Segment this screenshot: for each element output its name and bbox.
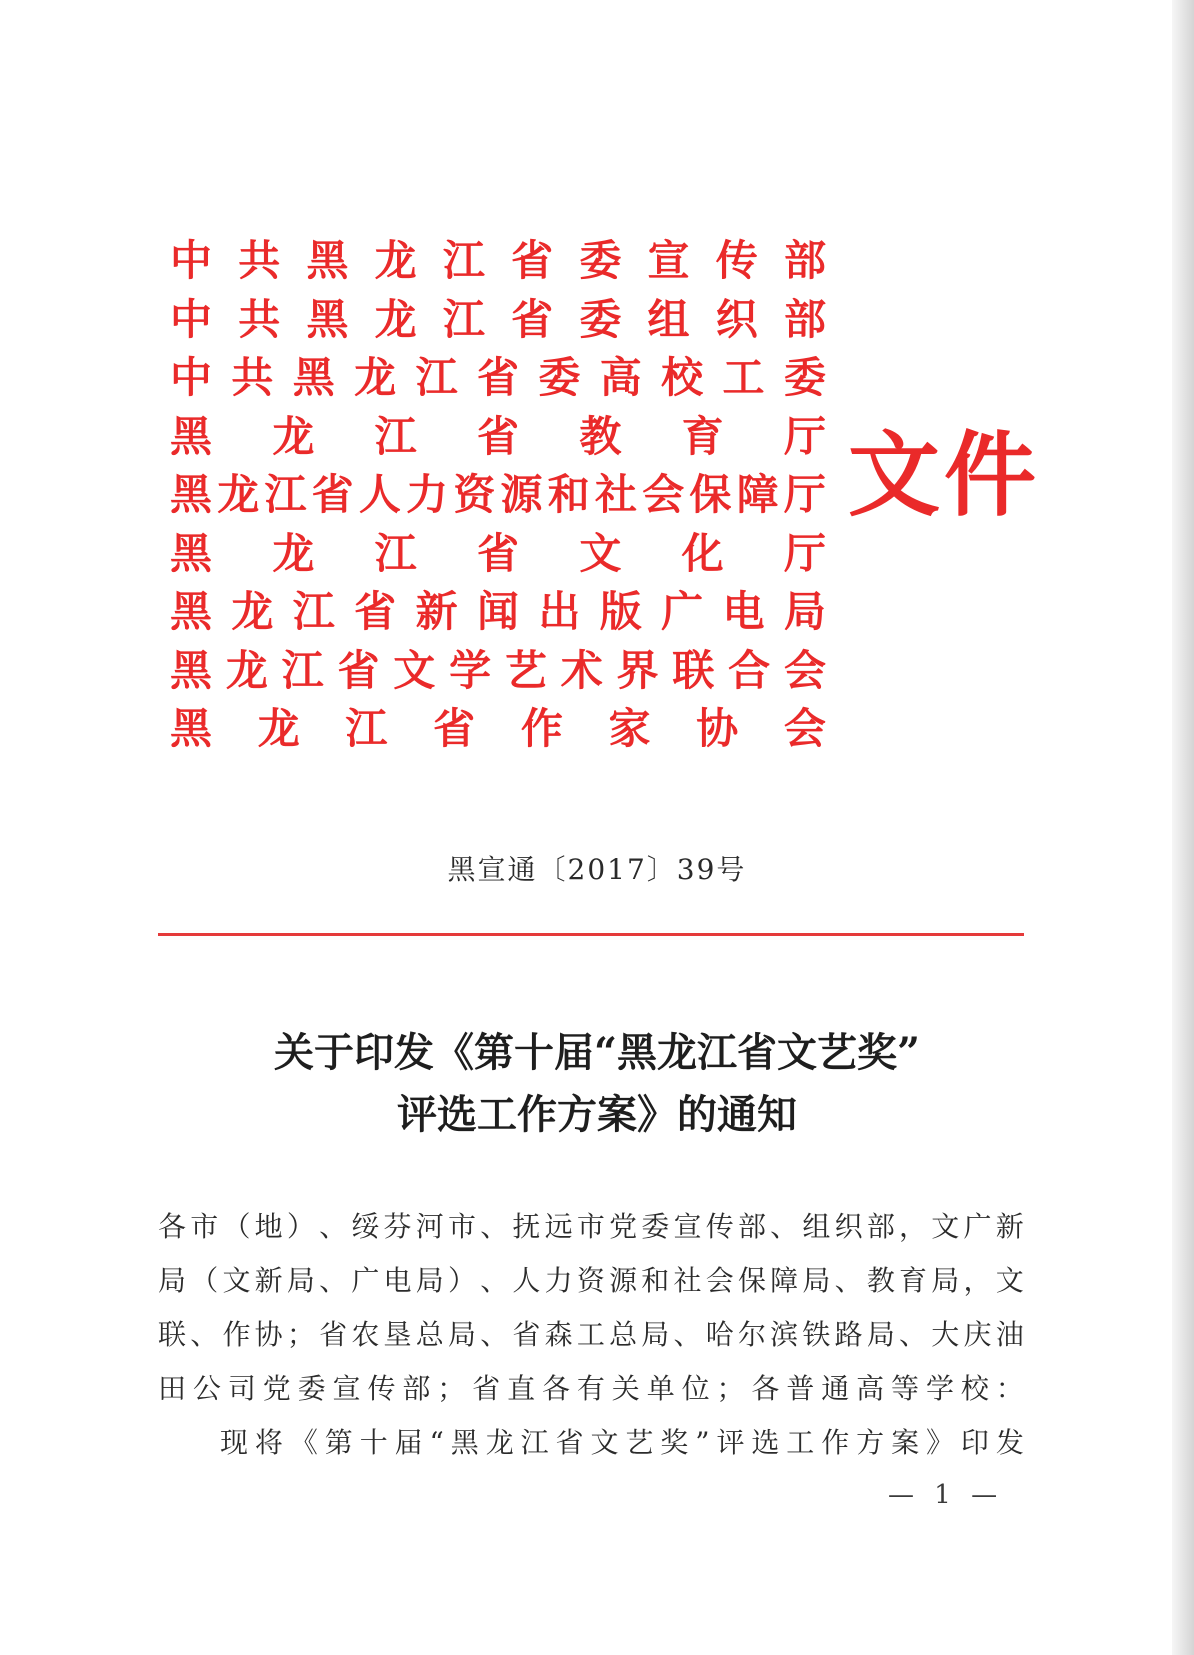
glyph: 局 — [866, 1318, 895, 1351]
glyph: 宣 — [647, 236, 690, 285]
glyph: 省 — [476, 353, 519, 402]
glyph: 文 — [222, 1264, 251, 1297]
glyph: 司 — [227, 1372, 256, 1405]
glyph: 现 — [220, 1426, 249, 1459]
glyph: 委 — [538, 353, 581, 402]
glyph: 、 — [319, 1264, 348, 1297]
glyph: 江 — [374, 528, 417, 578]
glyph: 厅 — [783, 470, 826, 519]
glyph: 市 — [447, 1210, 476, 1243]
glyph: 大 — [931, 1318, 960, 1351]
glyph: 作 — [520, 704, 563, 753]
glyph: 江 — [415, 353, 458, 402]
glyph: 工 — [722, 353, 765, 402]
glyph: 组 — [647, 294, 690, 344]
glyph: 公 — [192, 1372, 221, 1405]
glyph: 局 — [158, 1264, 187, 1297]
issuer-list — [170, 232, 826, 759]
glyph: 局 — [931, 1264, 960, 1297]
scan-edge-shadow — [1172, 0, 1194, 1655]
glyph: 术 — [560, 645, 603, 695]
glyph: 江 — [520, 1426, 549, 1459]
glyph: 省 — [511, 294, 554, 344]
glyph: （ — [222, 1210, 251, 1243]
glyph: 传 — [705, 1210, 734, 1243]
glyph: 、 — [190, 1318, 219, 1351]
glyph: 局 — [447, 1318, 476, 1351]
glyph: 工 — [576, 1318, 605, 1351]
glyph: 龙 — [272, 411, 315, 461]
notice-body — [158, 1200, 1024, 1470]
glyph: 黑 — [292, 353, 335, 402]
glyph: 芬 — [383, 1210, 412, 1243]
issuer-line — [170, 466, 826, 525]
glyph: 源 — [500, 470, 543, 519]
glyph: 艺 — [504, 645, 547, 695]
glyph: 省 — [319, 1318, 348, 1351]
glyph: ” — [695, 1426, 710, 1459]
glyph: 党 — [262, 1372, 291, 1405]
glyph: 龙 — [272, 528, 315, 578]
glyph: 选 — [751, 1426, 780, 1459]
glyph: 联 — [672, 645, 715, 695]
glyph: 龙 — [225, 645, 268, 695]
glyph: ； — [437, 1372, 466, 1405]
page-number: — 1 — — [888, 1480, 1004, 1510]
glyph: 文 — [995, 1264, 1024, 1297]
glyph: 黑 — [306, 294, 349, 344]
glyph: ； — [716, 1372, 745, 1405]
glyph: 会 — [705, 1264, 734, 1297]
glyph: 协 — [254, 1318, 283, 1351]
glyph: 会 — [642, 470, 685, 519]
glyph: 江 — [442, 294, 485, 344]
glyph: 省 — [476, 411, 519, 461]
glyph: 省 — [433, 704, 476, 753]
glyph: 力 — [406, 470, 449, 519]
glyph: 《 — [289, 1426, 318, 1459]
glyph: 保 — [689, 470, 732, 519]
glyph: 委 — [641, 1210, 670, 1243]
issuer-line — [170, 232, 826, 291]
glyph: 新 — [254, 1264, 283, 1297]
glyph: 文 — [931, 1210, 960, 1243]
issuer-line — [170, 583, 826, 642]
glyph: 文 — [590, 1426, 619, 1459]
glyph: 委 — [297, 1372, 326, 1405]
glyph: 路 — [834, 1318, 863, 1351]
glyph: 、 — [480, 1264, 509, 1297]
glyph: 界 — [616, 645, 659, 695]
glyph: 版 — [599, 587, 642, 636]
glyph: 各 — [158, 1210, 187, 1243]
glyph: 共 — [238, 294, 281, 344]
glyph: 市 — [190, 1210, 219, 1243]
body-line — [158, 1200, 1024, 1254]
glyph: 源 — [609, 1264, 638, 1297]
document-number: 黑宣通〔2017〕39号 — [447, 853, 747, 886]
glyph: 江 — [374, 411, 417, 461]
glyph: 文 — [393, 645, 436, 695]
glyph: 广 — [351, 1264, 380, 1297]
glyph: 部 — [783, 294, 826, 344]
glyph: 育 — [681, 411, 724, 461]
glyph: 省 — [472, 1372, 501, 1405]
glyph: 市 — [576, 1210, 605, 1243]
glyph: 家 — [608, 704, 651, 753]
notice-title — [0, 1022, 1194, 1146]
glyph: 织 — [834, 1210, 863, 1243]
glyph: 合 — [728, 645, 771, 695]
glyph: 绥 — [351, 1210, 380, 1243]
glyph: 力 — [544, 1264, 573, 1297]
glyph: 文 — [579, 528, 622, 578]
glyph: 部 — [866, 1210, 895, 1243]
glyph: ） — [286, 1210, 315, 1243]
glyph: 、 — [899, 1318, 928, 1351]
glyph: 和 — [547, 470, 590, 519]
glyph: 育 — [899, 1264, 928, 1297]
glyph: 资 — [576, 1264, 605, 1297]
glyph: 垦 — [383, 1318, 412, 1351]
glyph: 庆 — [963, 1318, 992, 1351]
glyph: 黑 — [170, 470, 213, 519]
glyph: 江 — [345, 704, 388, 753]
glyph: 共 — [231, 353, 274, 402]
glyph: 资 — [453, 470, 496, 519]
glyph: 将 — [254, 1426, 283, 1459]
glyph: 电 — [383, 1264, 412, 1297]
document-label: 文件 — [848, 421, 1041, 529]
glyph: 校 — [661, 353, 704, 402]
glyph: 局 — [783, 587, 826, 636]
glyph: 发 — [995, 1426, 1024, 1459]
glyph: 中 — [170, 236, 213, 285]
glyph: 共 — [238, 236, 281, 285]
glyph: 龙 — [231, 587, 274, 636]
title-line: 评选工作方案》的通知 — [397, 1091, 797, 1138]
glyph: 、 — [480, 1318, 509, 1351]
issuer-line — [170, 349, 826, 408]
glyph: 龙 — [217, 470, 260, 519]
glyph: 关 — [611, 1372, 640, 1405]
glyph: 部 — [783, 236, 826, 285]
glyph: 教 — [579, 411, 622, 461]
glyph: 党 — [609, 1210, 638, 1243]
glyph: 高 — [599, 353, 642, 402]
glyph: 龙 — [374, 236, 417, 285]
glyph: 森 — [544, 1318, 573, 1351]
issuer-line — [170, 408, 826, 467]
glyph: （ — [190, 1264, 219, 1297]
glyph: 案 — [891, 1426, 920, 1459]
glyph: 普 — [786, 1372, 815, 1405]
glyph: 通 — [821, 1372, 850, 1405]
glyph: 等 — [891, 1372, 920, 1405]
issuer-line — [170, 291, 826, 350]
glyph: 局 — [802, 1264, 831, 1297]
glyph: 作 — [222, 1318, 251, 1351]
glyph: 联 — [158, 1318, 187, 1351]
glyph: 江 — [281, 645, 324, 695]
glyph: 黑 — [450, 1426, 479, 1459]
glyph: 化 — [681, 528, 724, 578]
glyph: 直 — [507, 1372, 536, 1405]
glyph: 、 — [770, 1210, 799, 1243]
glyph: 第 — [324, 1426, 353, 1459]
glyph: 厅 — [783, 528, 826, 578]
glyph: 局 — [415, 1264, 444, 1297]
glyph: 局 — [641, 1318, 670, 1351]
glyph: 尔 — [737, 1318, 766, 1351]
glyph: 抚 — [512, 1210, 541, 1243]
glyph: 河 — [415, 1210, 444, 1243]
glyph: 哈 — [705, 1318, 734, 1351]
glyph: 黑 — [170, 587, 213, 636]
glyph: 人 — [358, 470, 401, 519]
glyph: 滨 — [770, 1318, 799, 1351]
glyph: ， — [963, 1264, 992, 1297]
glyph: 会 — [783, 645, 826, 695]
glyph: 广 — [963, 1210, 992, 1243]
glyph: 油 — [995, 1318, 1024, 1351]
glyph: 、 — [480, 1210, 509, 1243]
glyph: 方 — [856, 1426, 885, 1459]
glyph: 黑 — [170, 528, 213, 578]
glyph: 新 — [995, 1210, 1024, 1243]
red-divider — [158, 933, 1024, 936]
glyph: 部 — [402, 1372, 431, 1405]
glyph: “ — [429, 1426, 444, 1459]
glyph: 局 — [286, 1264, 315, 1297]
glyph: 人 — [512, 1264, 541, 1297]
glyph: 各 — [541, 1372, 570, 1405]
glyph: 江 — [442, 236, 485, 285]
glyph: 省 — [354, 587, 397, 636]
glyph: 中 — [170, 353, 213, 402]
glyph: 社 — [594, 470, 637, 519]
glyph: 工 — [786, 1426, 815, 1459]
glyph: 委 — [579, 294, 622, 344]
glyph: 保 — [737, 1264, 766, 1297]
glyph: 铁 — [802, 1318, 831, 1351]
glyph: 传 — [715, 236, 758, 285]
glyph: 协 — [696, 704, 739, 753]
glyph: 省 — [555, 1426, 584, 1459]
glyph: 江 — [264, 470, 307, 519]
glyph: 省 — [511, 236, 554, 285]
glyph: 织 — [715, 294, 758, 344]
glyph: 奖 — [660, 1426, 689, 1459]
glyph: 作 — [821, 1426, 850, 1459]
glyph: 黑 — [170, 645, 213, 695]
glyph: 省 — [476, 528, 519, 578]
glyph: ， — [899, 1210, 928, 1243]
glyph: 总 — [415, 1318, 444, 1351]
glyph: ： — [995, 1372, 1024, 1405]
glyph: 、 — [673, 1318, 702, 1351]
glyph: 、 — [319, 1210, 348, 1243]
issuer-line — [170, 642, 826, 701]
glyph: 黑 — [306, 236, 349, 285]
glyph: 龙 — [485, 1426, 514, 1459]
title-line: 关于印发《第十届“黑龙江省文艺奖” — [273, 1029, 920, 1076]
glyph: 省 — [337, 645, 380, 695]
issuer-line — [170, 525, 826, 584]
glyph: 高 — [856, 1372, 885, 1405]
glyph: 部 — [737, 1210, 766, 1243]
glyph: 校 — [960, 1372, 989, 1405]
body-line — [158, 1308, 1024, 1362]
glyph: 出 — [538, 587, 581, 636]
body-line — [158, 1254, 1024, 1308]
glyph: 艺 — [625, 1426, 654, 1459]
glyph: 教 — [866, 1264, 895, 1297]
glyph: 宣 — [673, 1210, 702, 1243]
glyph: 社 — [673, 1264, 702, 1297]
glyph: 电 — [722, 587, 765, 636]
glyph: 位 — [681, 1372, 710, 1405]
glyph: 省 — [512, 1318, 541, 1351]
glyph: 省 — [311, 470, 354, 519]
glyph: 障 — [770, 1264, 799, 1297]
glyph: 有 — [576, 1372, 605, 1405]
glyph: 、 — [834, 1264, 863, 1297]
glyph: 黑 — [170, 411, 213, 461]
glyph: 和 — [641, 1264, 670, 1297]
glyph: 委 — [783, 353, 826, 402]
glyph: 农 — [351, 1318, 380, 1351]
glyph: 会 — [783, 704, 826, 753]
glyph: 龙 — [354, 353, 397, 402]
glyph: 障 — [736, 470, 779, 519]
glyph: ） — [447, 1264, 476, 1297]
glyph: 中 — [170, 294, 213, 344]
glyph: 总 — [609, 1318, 638, 1351]
glyph: 广 — [661, 587, 704, 636]
glyph: 学 — [449, 645, 492, 695]
glyph: 田 — [158, 1372, 187, 1405]
glyph: 传 — [367, 1372, 396, 1405]
glyph: 江 — [292, 587, 335, 636]
glyph: 黑 — [170, 704, 213, 753]
glyph: 远 — [544, 1210, 573, 1243]
glyph: 各 — [751, 1372, 780, 1405]
glyph: 学 — [925, 1372, 954, 1405]
glyph: 十 — [359, 1426, 388, 1459]
glyph: 》 — [925, 1426, 954, 1459]
glyph: 龙 — [257, 704, 300, 753]
body-line — [158, 1416, 1024, 1470]
glyph: 地 — [254, 1210, 283, 1243]
glyph: 委 — [579, 236, 622, 285]
glyph: ； — [286, 1318, 315, 1351]
glyph: 新 — [415, 587, 458, 636]
body-line — [158, 1362, 1024, 1416]
issuer-line — [170, 700, 826, 759]
glyph: 单 — [646, 1372, 675, 1405]
glyph: 厅 — [783, 411, 826, 461]
glyph: 评 — [716, 1426, 745, 1459]
glyph: 闻 — [476, 587, 519, 636]
glyph: 组 — [802, 1210, 831, 1243]
glyph: 龙 — [374, 294, 417, 344]
glyph: 宣 — [332, 1372, 361, 1405]
glyph: 印 — [960, 1426, 989, 1459]
glyph: 届 — [394, 1426, 423, 1459]
